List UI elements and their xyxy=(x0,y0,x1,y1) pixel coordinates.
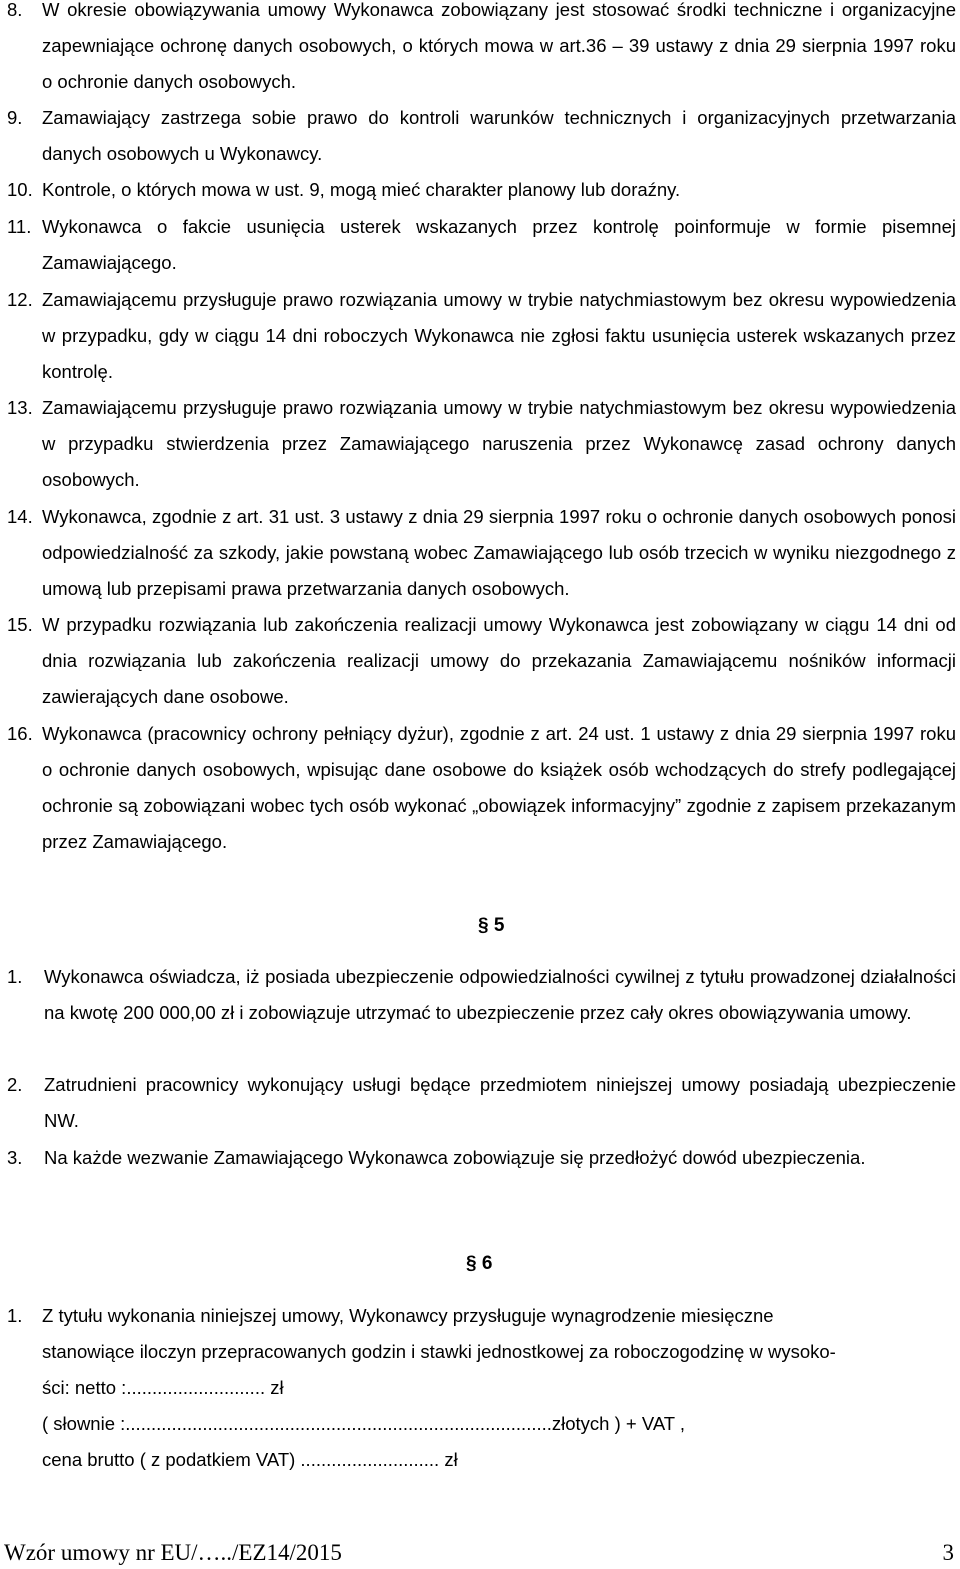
item-number: 10. xyxy=(7,179,33,200)
amount-net-line: ści: netto :........................... zł xyxy=(42,1377,284,1398)
item-number: 9. xyxy=(7,107,23,128)
list-item xyxy=(0,100,956,172)
item-number: 2. xyxy=(7,1074,23,1095)
list-item xyxy=(0,172,956,208)
list-item xyxy=(0,499,956,607)
list-item xyxy=(0,282,956,390)
amount-gross-line: cena brutto ( z podatkiem VAT) ........................... zł xyxy=(42,1449,458,1470)
item-text: Kontrole, o których mowa w ust. 9, mogą mieć charakter planowy lub doraźny. xyxy=(42,179,681,200)
list-item xyxy=(0,209,956,281)
item-number: 8. xyxy=(7,0,23,20)
list-item xyxy=(0,0,956,100)
item-text: W okresie obowiązywania umowy Wykonawca zobowiązany jest stosować środki techniczne i organizacyjne zapewniające ochronę danych osobowych, o których mowa w art.36 – 39 ustawy z dnia 29 sierpnia 1997 roku o ochronie danych osobowych. xyxy=(42,0,956,92)
list-item xyxy=(0,390,956,498)
amount-words-line: ( słownie :...................................................................................złotych ) + VAT , xyxy=(42,1413,686,1434)
item-number: 15. xyxy=(7,614,33,635)
list-item xyxy=(0,1140,956,1176)
item-text: Wykonawca (pracownicy ochrony pełniący dyżur), zgodnie z art. 24 ust. 1 ustawy z dnia 29 sierpnia 1997 roku o ochronie danych osobowych, wpisując dane osobowe do książek osób wchodzących do strefy podlegającej ochronie są zobowiązani wobec tych osób wykonać „obowiązek informacyjny” zgodnie z zapisem przekazanym przez Zamawiającego. xyxy=(42,723,956,852)
item-text: Zamawiającemu przysługuje prawo rozwiązania umowy w trybie natychmiastowym bez okresu wypowiedzenia w przypadku stwierdzenia przez Zamawiającego naruszenia przez Wykonawcę zasad ochrony danych osobowych. xyxy=(42,397,956,490)
item-number: 1. xyxy=(7,966,23,987)
item-text: Na każde wezwanie Zamawiającego Wykonawca zobowiązuje się przedłożyć dowód ubezpieczenia. xyxy=(44,1147,866,1168)
list-item xyxy=(0,1067,956,1139)
item-text: Wykonawca oświadcza, iż posiada ubezpieczenie odpowiedzialności cywilnej z tytułu prowadzonej działalności na kwotę 200 000,00 zł i zobowiązuje utrzymać to ubezpieczenie przez cały okres obowiązywania umowy. xyxy=(44,966,956,1023)
footer-document-ref: Wzór umowy nr EU/…../EZ14/2015 xyxy=(4,1540,342,1565)
item-text: Zamawiającemu przysługuje prawo rozwiązania umowy w trybie natychmiastowym bez okresu wypowiedzenia w przypadku, gdy w ciągu 14 dni roboczych Wykonawca nie zgłosi faktu usunięcia usterek wskazanych przez kontrolę. xyxy=(42,289,956,382)
page-number: 3 xyxy=(942,1540,954,1565)
item-number: 12. xyxy=(7,289,33,310)
paragraph-line: stanowiące iloczyn przepracowanych godzin i stawki jednostkowej za roboczogodzinę w wysoko- xyxy=(42,1341,836,1362)
item-text: Zatrudnieni pracownicy wykonujący usługi będące przedmiotem niniejszej umowy posiadają ubezpieczenie NW. xyxy=(44,1074,956,1131)
item-text: Zamawiający zastrzega sobie prawo do kontroli warunków technicznych i organizacyjnych przetwarzania danych osobowych u Wykonawcy. xyxy=(42,107,956,164)
list-item xyxy=(0,607,956,715)
paragraph-line: Z tytułu wykonania niniejszej umowy, Wykonawcy przysługuje wynagrodzenie miesięczne xyxy=(42,1305,774,1326)
item-text: Wykonawca, zgodnie z art. 31 ust. 3 ustawy z dnia 29 sierpnia 1997 roku o ochronie danych osobowych ponosi odpowiedzialność za szkody, jakie powstaną wobec Zamawiającego lub osób trzecich w wyniku niezgodnego z umową lub przepisami prawa przetwarzania danych osobowych. xyxy=(42,506,956,599)
item-number: 3. xyxy=(7,1147,23,1168)
document-page: 8. W okresie obowiązywania umowy Wykonawca zobowiązany jest stosować środki techniczne i organizacyjne zapewniające ochronę danych osobowych, o których mowa w art.36 – 39 ustawy z dnia 29 sierpnia 1997 roku o ochronie danych osobowych. 9. Zamawiający zastrzega sobie prawo do kontroli warunków technicznych i organizacyjnych przetwarzania danych osobowych u Wykonawcy. 10. Kontrole, o których mowa w ust. 9, mogą mieć charakter planowy lub doraźny. 11. Wykonawca o fakcie usunięcia usterek wskazanych przez kontrolę poinformuje w formie pisemnej Zamawiającego. 12. Zamawiającemu przysługuje prawo rozwiązania umowy w trybie natychmiastowym bez okresu wypowiedzenia w przypadku, gdy w ciągu 14 dni roboczych Wykonawca nie zgłosi faktu usunięcia usterek wskazanych przez kontrolę. 13. Zamawiającemu przysługuje prawo rozwiązania umowy w trybie natychmiastowym bez okresu wypowiedzenia w przypadku stwierdzenia przez Zamawiającego naruszenia przez Wykonawcę zasad ochrony danych osobowych. 14. Wykonawca, zgodnie z art. 31 ust. 3 ustawy z dnia 29 sierpnia 1997 roku o ochronie danych osobowych ponosi odpowiedzialność za szkody, jakie powstaną wobec Zamawiającego lub osób trzecich w wyniku niezgodnego z umową lub przepisami prawa przetwarzania danych osobowych. 15. W przypadku rozwiązania lub zakończenia realizacji umowy Wykonawca jest zobowiązany w ciągu 14 dni od dnia rozwiązania lub zakończenia realizacji umowy do przekazania Zamawiającemu nośników informacji zawierających dane osobowe. 16. Wykonawca (pracownicy ochrony pełniący dyżur), zgodnie z art. 24 ust. 1 ustawy z dnia 29 sierpnia 1997 roku o ochronie danych osobowych, wpisując dane osobowe do książek osób wchodzących do strefy podlegającej ochronie są zobowiązani wobec tych osób wykonać „obowiązek informacyjny” zgodnie z zapisem przekazanym przez Zamawiającego. § 5 1. Wykonawca oświadcza, iż posiada ubezpieczenie odpowiedzialności cywilnej z tytułu prowadzonej działalności na kwotę 200 000,00 zł i zobowiązuje utrzymać to ubezpieczenie przez cały okres obowiązywania umowy. 2. Zatrudnieni pracownicy wykonujący usługi będące przedmiotem niniejszej umowy posiadają ubezpieczenie NW. 3. Na każde wezwanie Zamawiającego Wykonawca zobowiązuje się przedłożyć dowód ubezpieczenia. § 6 1. Z tytułu wykonania niniejszej umowy, Wykonawcy przysługuje wynagrodzenie miesięczne stanowiące iloczyn przepracowanych godzin i stawki jednostkowej za roboczogodzinę w wysoko- ści: netto :........................... zł ( słownie :...................................................................................złotych ) + VAT , cena brutto ( z podatkiem VAT) ........................... zł Wzór umowy nr EU/…../EZ14/2015 3 xyxy=(0,0,960,1569)
item-number: 13. xyxy=(7,397,33,418)
item-text: Wykonawca o fakcie usunięcia usterek wskazanych przez kontrolę poinformuje w formie pisemnej Zamawiającego. xyxy=(42,216,956,273)
list-item xyxy=(0,959,956,1031)
item-number: 16. xyxy=(7,723,33,744)
list-item xyxy=(0,716,956,860)
item-number: 11. xyxy=(7,216,32,237)
item-number: 14. xyxy=(7,506,33,527)
item-number: 1. xyxy=(7,1305,23,1326)
item-text: W przypadku rozwiązania lub zakończenia realizacji umowy Wykonawca jest zobowiązany w ciągu 14 dni od dnia rozwiązania lub zakończenia realizacji umowy do przekazania Zamawiającemu nośników informacji zawierających dane osobowe. xyxy=(42,614,956,707)
